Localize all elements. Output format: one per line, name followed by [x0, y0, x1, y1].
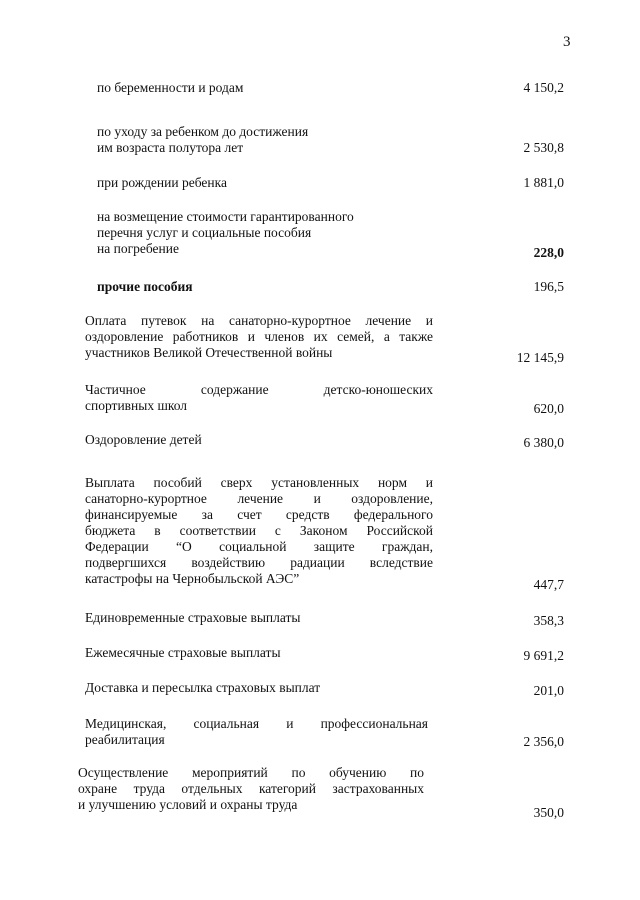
row-value: 196,5 [533, 279, 564, 294]
row-label [85, 313, 433, 361]
row-value: 201,0 [533, 683, 564, 698]
label-line: при рождении ребенка [97, 175, 227, 190]
label-line: финансируемые за счет средств федерального [85, 507, 433, 522]
row-value: 4 150,2 [523, 80, 564, 95]
label-line: по уходу за ребенком до достижения [97, 124, 309, 139]
row-label [97, 279, 193, 295]
row-value: 9 691,2 [523, 648, 564, 663]
label-line: катастрофы на Чернобыльской АЭС” [85, 571, 300, 586]
label-line: по беременности и родам [97, 80, 244, 95]
row-value: 350,0 [533, 805, 564, 820]
row-value: 6 380,0 [523, 435, 564, 450]
label-line: санаторно-курортное лечение и оздоровление, [85, 491, 433, 506]
label-line: Осуществление мероприятий по обучению по [78, 765, 424, 780]
row-label [85, 382, 433, 414]
label-line: им возраста полутора лет [97, 140, 244, 155]
row-label [97, 80, 243, 96]
row-value: 228,0 [533, 245, 564, 260]
row-label [85, 432, 202, 448]
row-value: 2 530,8 [523, 140, 564, 155]
page-number: 3 [563, 34, 571, 50]
row-value: 358,3 [533, 613, 564, 628]
row-value: 1 881,0 [523, 175, 564, 190]
label-line: Оздоровление детей [85, 432, 202, 447]
label-line: спортивных школ [85, 398, 188, 413]
row-label [85, 645, 281, 661]
row-label [97, 175, 227, 191]
row-label [97, 209, 354, 257]
row-value: 620,0 [533, 401, 564, 416]
row-label [85, 475, 433, 587]
label-line: прочие пособия [97, 279, 193, 294]
label-line: на возмещение стоимости гарантированного [97, 209, 354, 224]
label-line: и улучшению условий и охраны труда [78, 797, 298, 812]
label-line: охране труда отдельных категорий застрахованных [78, 781, 424, 796]
label-line: Выплата пособий сверх установленных норм и [85, 475, 433, 490]
row-value: 447,7 [533, 577, 564, 592]
label-line: Федерации “О социальной защите граждан, [85, 539, 433, 554]
row-label [78, 765, 424, 813]
label-line: Оплата путевок на санаторно-курортное лечение и [85, 313, 433, 328]
row-label [97, 124, 308, 156]
label-line: Доставка и пересылка страховых выплат [85, 680, 321, 695]
label-line: реабилитация [85, 732, 165, 747]
label-line: подвергшихся воздействию радиации вследствие [85, 555, 433, 570]
row-value: 12 145,9 [516, 350, 564, 365]
label-line: Единовременные страховые выплаты [85, 610, 301, 625]
label-line: Частичное содержание детско-юношеских [85, 382, 433, 397]
row-label [85, 610, 300, 626]
row-label [85, 716, 428, 748]
row-value: 2 356,0 [523, 734, 564, 749]
label-line: оздоровление работников и членов их семей, а также [85, 329, 433, 344]
label-line: участников Великой Отечественной войны [85, 345, 333, 360]
row-label [85, 680, 320, 696]
label-line: бюджета в соответствии с Законом Российской [85, 523, 433, 538]
label-line: перечня услуг и социальные пособия [97, 225, 312, 240]
label-line: Ежемесячные страховые выплаты [85, 645, 281, 660]
label-line: на погребение [97, 241, 179, 256]
label-line: Медицинская, социальная и профессиональная [85, 716, 428, 731]
